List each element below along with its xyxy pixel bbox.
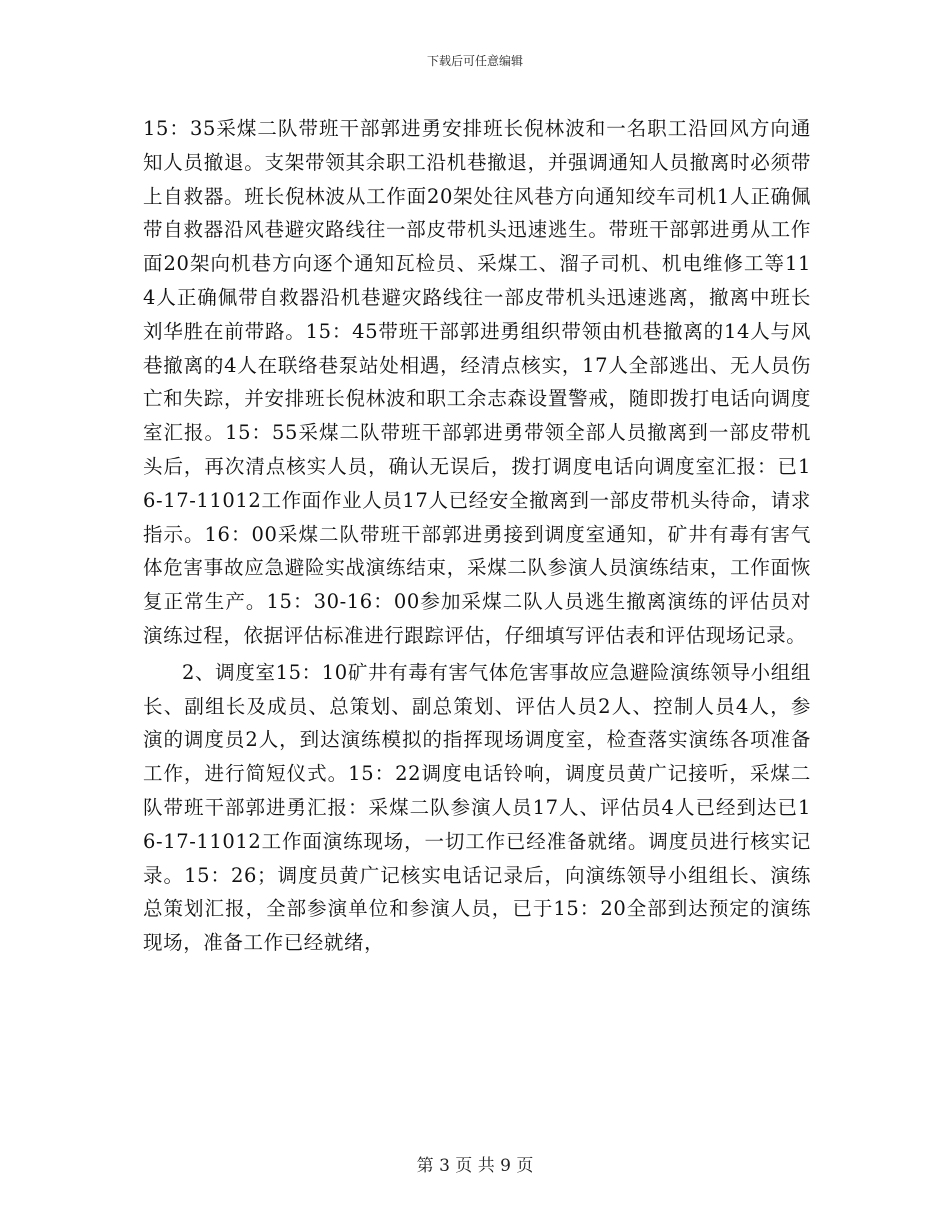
- document-body: [143, 112, 811, 960]
- page-number-footer: 第 3 页 共 9 页: [416, 1156, 534, 1176]
- page-header: 下载后可任意编辑: [426, 54, 523, 68]
- body-paragraph: 15：35采煤二队带班干部郭进勇安排班长倪林波和一名职工沿回风方向通知人员撤退。支架带领其余职工沿机巷撤退，并强调通知人员撤离时必须带上自救器。班长倪林波从工作面20架处往风巷方向通知绞车司机1人正确佩带自救器沿风巷避灾路线往一部皮带机头迅速逃生。带班干部郭进勇从工作面20架向机巷方向逐个通知瓦检员、采煤工、溜子司机、机电维修工等114人正确佩带自救器沿机巷避灾路线往一部皮带机头迅速逃离，撤离中班长刘华胜在前带路。15：45带班干部郭进勇组织带领由机巷撤离的14人与风巷撤离的4人在联络巷泵站处相遇，经清点核实，17人全部逃出、无人员伤亡和失踪，并安排班长倪林波和职工余志森设置警戒，随即拨打电话向调度室汇报。15：55采煤二队带班干部郭进勇带领全部人员撤离到一部皮带机头后，再次清点核实人员，确认无误后，拨打调度电话向调度室汇报：已16-17-11012工作面作业人员17人已经安全撤离到一部皮带机头待命，请求指示。16：00采煤二队带班干部郭进勇接到调度室通知，矿井有毒有害气体危害事故应急避险实战演练结束，采煤二队参演人员演练结束，工作面恢复正常生产。15：30-16：00参加采煤二队人员逃生撤离演练的评估员对演练过程，依据评估标准进行跟踪评估，仔细填写评估表和评估现场记录。: [143, 117, 811, 647]
- body-paragraph: 2、调度室15：10矿井有毒有害气体危害事故应急避险演练领导小组组长、副组长及成员、总策划、副总策划、评估人员2人、控制人员4人，参演的调度员2人，到达演练模拟的指挥现场调度室，检查落实演练各项准备工作，进行简短仪式。15：22调度电话铃响，调度员黄广记接听，采煤二队带班干部郭进勇汇报：采煤二队参演人员17人、评估员4人已经到达已16-17-11012工作面演练现场，一切工作已经准备就绪。调度员进行核实记录。15：26；调度员黄广记核实电话记录后，向演练领导小组组长、演练总策划汇报，全部参演单位和参演人员，已于15：20全部到达预定的演练现场，准备工作已经就绪，: [143, 660, 811, 955]
